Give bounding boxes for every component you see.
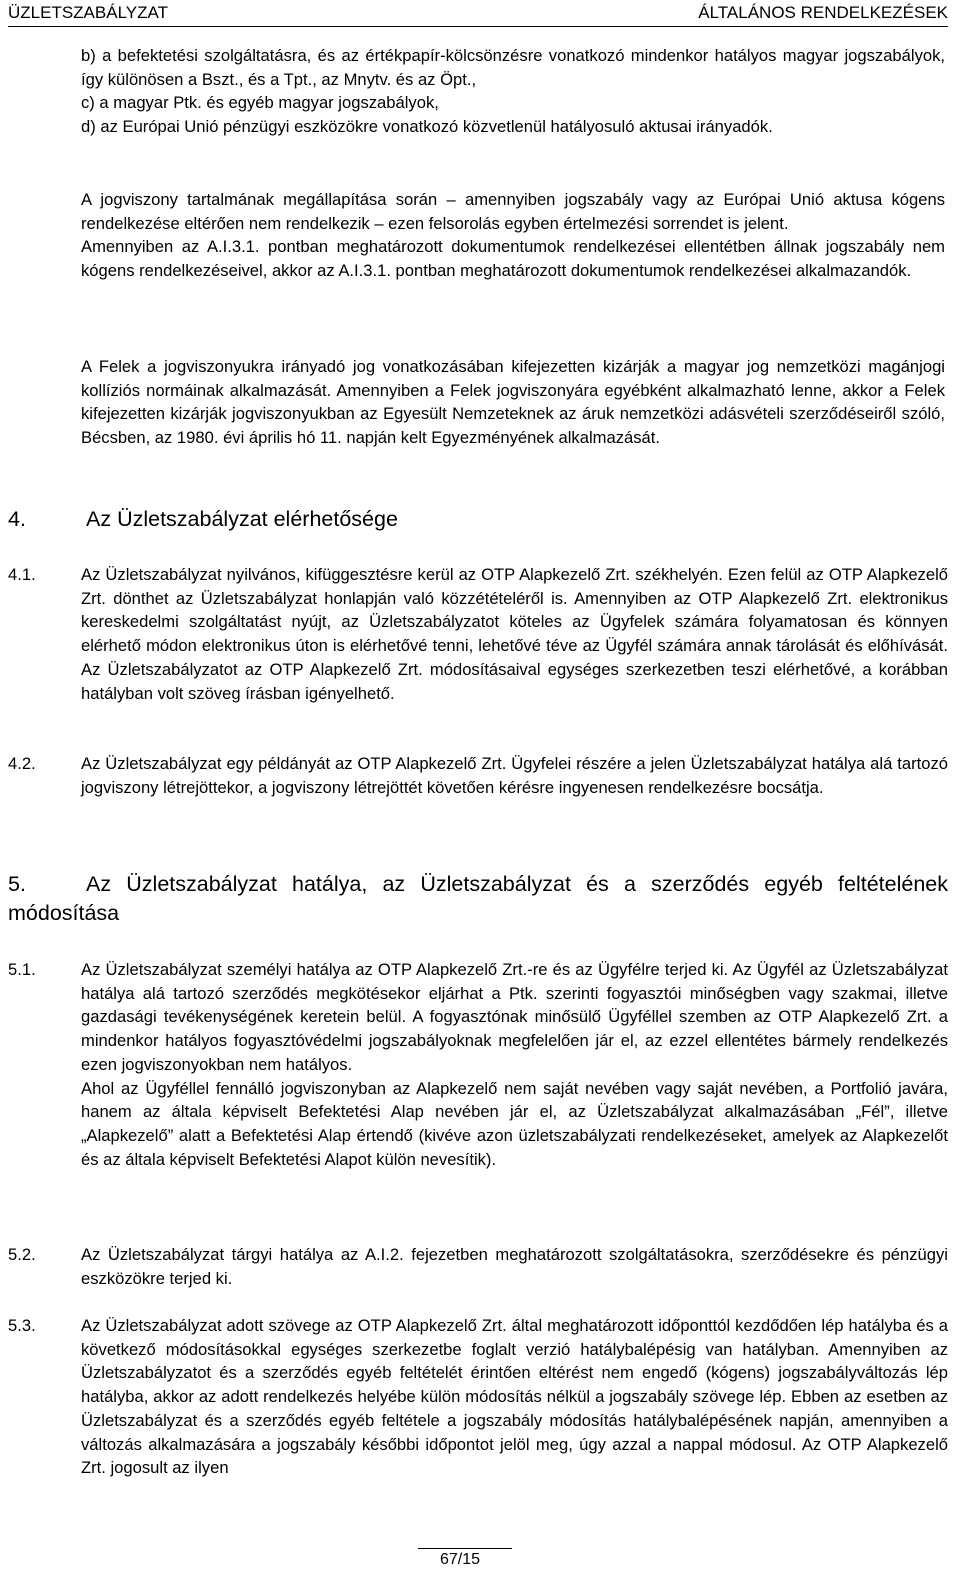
subsection-number: 5.1. (8, 960, 36, 979)
list-item: b) a befektetési szolgáltatásra, és az értékpapír-kölcsönzésre vonatkozó mindenkor hatályos magyar jogszabályok, így különösen a Bszt., és a Tpt., az Mnytv. és az Öpt., (81, 46, 945, 89)
conflict-paragraph: Amennyiben az A.I.3.1. pontban meghatározott dokumentumok rendelkezései ellentétben állnak jogszabály nem kógens rendelkezéseivel, akkor az A.I.3.1. pontban meghatározott dokumentumok rendelkezései alkalmazandók. (81, 237, 945, 281)
section-title: Az Üzletszabályzat elérhetősége (86, 507, 398, 531)
page-header (8, 0, 948, 27)
order-paragraph: A jogviszony tartalmának megállapítása során – amennyiben jogszabály vagy az Európai Unió aktusa kógens rendelkezése eltérően nem rendelkezik – ezen felsorolás egyben értelmezési sorrendet is jelent. (81, 190, 945, 233)
section-5-heading (8, 870, 948, 928)
subsection-text: Az Üzletszabályzat személyi hatálya az OTP Alapkezelő Zrt.-re és az Ügyfélre terjed ki. Az Ügyfél az Üzletszabályzat hatálya alá tartozó szerződés megkötésekor eljárhat a Ptk. szerinti fogyasztói minőségben vagy szakmai, illetve gazdasági tevékenységének keretein belül. A fogyasztónak minősülő Ügyféllel szemben az OTP Alapkezelő Zrt. a mindenkor hatályos fogyasztóvédelmi jogszabályoknak megfelelően jár el, az ezzel ellentétes bármely rendelkezés ezen jogviszonyokban nem hatályos. Ahol az Ügyféllel fennálló jogviszonyban az Alapkezelő nem saját nevében vagy saját nevében, a Portfolió javára, hanem az általa képviselt Befektetési Alap nevében jár el, az Üzletszabályzat alkalmazásában „Fél”, illetve „Alapkezelő” alatt a Befektetési Alap értendő (kivéve azon üzletszabályzati rendelkezéseket, amelyek az Alapkezelőt és az általa képviselt Befektetési Alapot külön nevesítik). (81, 960, 948, 1169)
subsection-text: Az Üzletszabályzat tárgyi hatálya az A.I.2. fejezetben meghatározott szolgáltatásokra, szerződésekre és pénzügyi eszközökre terjed ki. (81, 1245, 948, 1288)
subsection-number: 5.2. (8, 1245, 36, 1264)
applicable-law-paragraph: A Felek a jogviszonyukra irányadó jog vonatkozásában kifejezetten kizárják a magyar jog nemzetközi magánjogi kollíziós normáinak alkalmazását. Amennyiben a Felek jogviszonyára egyébként alkalmazható lenne, akkor a Felek kifejezetten kizárják jogviszonyukban az Egyesült Nemzeteknek az áruk nemzetközi adásvételi szerződéseiről szóló, Bécsben, az 1980. évi április hó 11. napján kelt Egyezményének alkalmazását. (81, 357, 945, 448)
intro-list (81, 44, 945, 139)
page-footer (0, 1548, 960, 1580)
list-item: c) a magyar Ptk. és egyéb magyar jogszabályok, (81, 93, 439, 113)
subsection-text: Az Üzletszabályzat nyilvános, kifüggesztésre kerül az OTP Alapkezelő Zrt. székhelyén. Ezen felül az OTP Alapkezelő Zrt. dönthet az Üzletszabályzat honlapján való közzétételéről is. Amennyiben az OTP Alapkezelő Zrt. elektronikus kereskedelmi szolgáltatást nyújt, az Üzletszabályzatot köteles az Ügyfelek számára folyamatosan és könnyen elérhető módon elektronikus úton is elérhetővé tenni, lehetővé téve az Ügyfél számára annak tárolását és előhívását. Az Üzletszabályzatot az OTP Alapkezelő Zrt. módosításaival egységes szerkezetben teszi elérhetővé, a korábban hatályban volt szöveg írásban igényelhető. (81, 565, 948, 703)
header-document-title: ÜZLETSZABÁLYZAT (8, 3, 168, 22)
subsection-number: 5.3. (8, 1316, 36, 1335)
subsection-text: Az Üzletszabályzat egy példányát az OTP Alapkezelő Zrt. Ügyfelei részére a jelen Üzletszabályzat hatálya alá tartozó jogviszony létrejöttekor, a jogviszony létrejöttét követően kérésre ingyenesen rendelkezésre bocsátja. (81, 754, 948, 797)
footer-divider (418, 1548, 512, 1549)
subsection-number: 4.1. (8, 565, 36, 584)
subsection-number: 4.2. (8, 754, 36, 773)
section-number: 5. (8, 872, 26, 896)
page-number: 67/15 (439, 1551, 481, 1568)
header-chapter-title: ÁLTALÁNOS RENDELKEZÉSEK (698, 3, 948, 22)
section-number: 4. (8, 507, 26, 531)
section-title: Az Üzletszabályzat hatálya, az Üzletszabályzat és a szerződés egyéb feltételének módosítása (8, 872, 948, 925)
order-paragraph-group (81, 188, 945, 283)
list-item: d) az Európai Unió pénzügyi eszközökre vonatkozó közvetlenül hatályosuló aktusai irányadók. (81, 117, 773, 137)
subsection-text: Az Üzletszabályzat adott szövege az OTP Alapkezelő Zrt. által meghatározott időponttól kezdődően lép hatályba és a következő módosításokkal egységes szerkezetbe foglalt verzió hatálybalépésig van hatályban. Amennyiben az Üzletszabályzatot és a szerződés egyéb feltételét érintően eltérést nem engedő (kógens) jogszabályváltozás lép hatályba, akkor az adott rendelkezés helyébe külön módosítás nélkül a jogszabály szövege lép. Ebben az esetben az Üzletszabályzat és a szerződés egyéb feltétele a jogszabály módosítás hatálybalépésének napján, amennyiben a változás alkalmazására a jogszabály későbbi időpontot jelöl meg, úgy azzal a nappal módosul. Az OTP Alapkezelő Zrt. jogosult az ilyen (81, 1316, 948, 1478)
section-4-heading (8, 505, 948, 534)
